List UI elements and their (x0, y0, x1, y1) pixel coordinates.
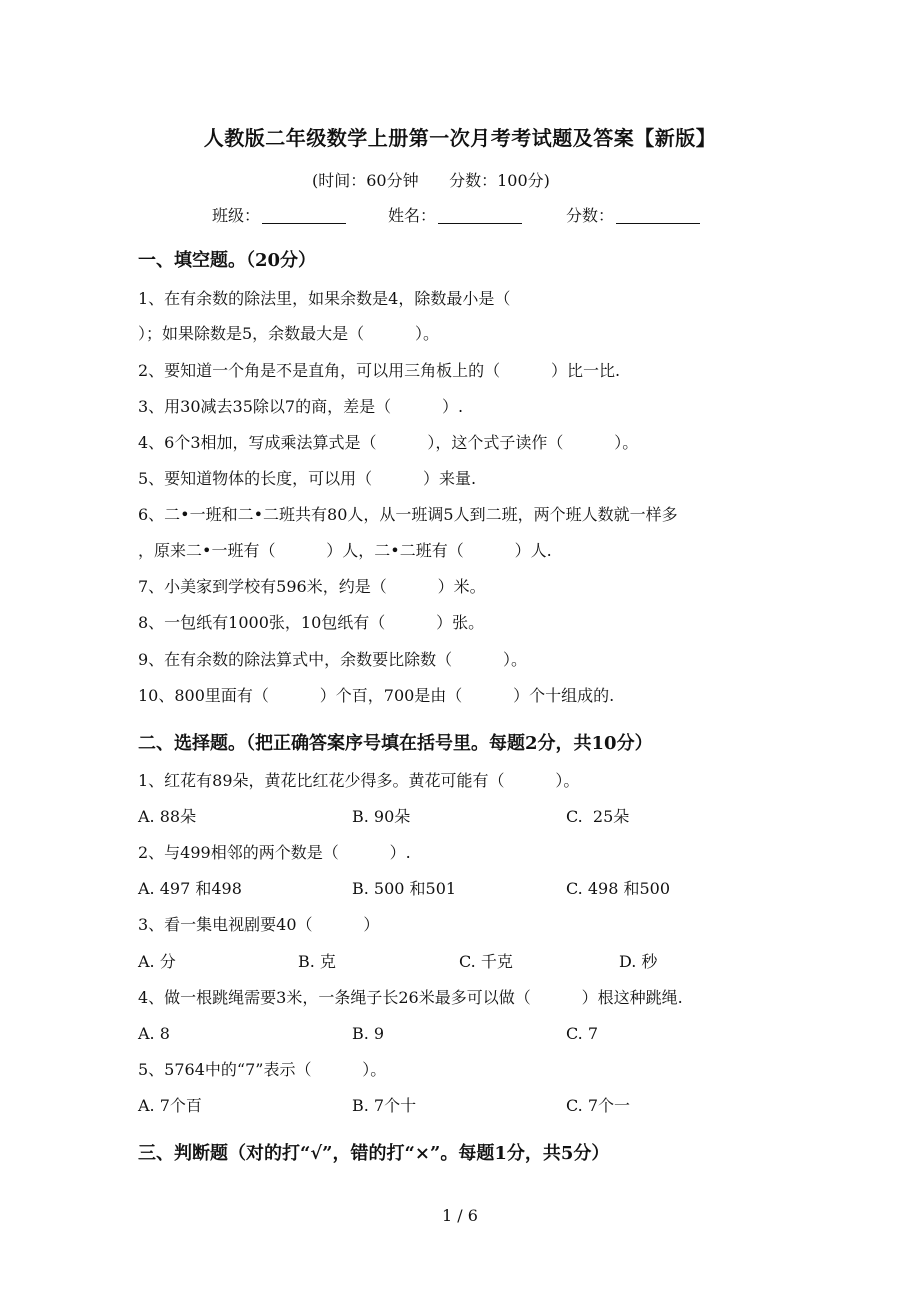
score-field (566, 203, 700, 226)
choice-option: B. 90朵 (352, 807, 411, 826)
choice-option: C. 498 和500 (566, 879, 671, 898)
choice-option: A. 497 和498 (138, 879, 242, 898)
time-score-info: (时间：60分钟 分数：100分) (312, 171, 550, 190)
score-label: 分数： (566, 206, 615, 225)
choice-option: A. 分 (138, 952, 176, 971)
choice-question: 4、做一根跳绳需要3米，一条绳子长26米最多可以做（ ）根这种跳绳. (138, 988, 683, 1007)
class-field (212, 203, 346, 226)
fill-question: 6、二•一班和二•二班共有80人，从一班调5人到二班，两个班人数就一样多 (138, 505, 678, 524)
choice-option: C. 25朵 (566, 807, 630, 826)
choice-option: B. 7个十 (352, 1096, 417, 1115)
choice-option: A. 8 (138, 1024, 170, 1043)
fill-question: 5、要知道物体的长度，可以用（ ）来量. (138, 469, 477, 488)
class-label: 班级： (212, 206, 261, 225)
choice-option: C. 7个一 (566, 1096, 631, 1115)
section2-heading: 二、选择题。（把正确答案序号填在括号里。每题2分，共10分） (138, 733, 653, 754)
name-blank[interactable] (438, 207, 522, 224)
choice-question: 2、与499相邻的两个数是（ ）. (138, 843, 411, 862)
fill-question: 3、用30减去35除以7的商，差是（ ）. (138, 397, 464, 416)
choice-option: B. 500 和501 (352, 879, 457, 898)
class-blank[interactable] (262, 207, 346, 224)
score-blank[interactable] (616, 207, 700, 224)
choice-question: 1、红花有89朵，黄花比红花少得多。黄花可能有（ ）。 (138, 771, 580, 790)
section3-heading: 三、判断题（对的打“√”，错的打“×”。每题1分，共5分） (138, 1143, 610, 1164)
choice-option: A. 88朵 (138, 807, 197, 826)
exam-title: 人教版二年级数学上册第一次月考考试题及答案【新版】 (203, 126, 717, 150)
fill-question: 10、800里面有（ ）个百，700是由（ ）个十组成的. (138, 686, 615, 705)
fill-question: ）；如果除数是5，余数最大是（ ）。 (138, 324, 440, 343)
fill-question: 1、在有余数的除法里，如果余数是4，除数最小是（ (138, 289, 511, 308)
fill-question: 7、小美家到学校有596米，约是（ ）米。 (138, 577, 486, 596)
fill-question: 2、要知道一个角是不是直角，可以用三角板上的（ ）比一比. (138, 361, 621, 380)
choice-question: 5、5764中的“7”表示（ ）。 (138, 1060, 387, 1079)
choice-option: C. 7 (566, 1024, 599, 1043)
choice-question: 3、看一集电视剧要40（ ） (138, 915, 380, 934)
choice-option: A. 7个百 (138, 1096, 202, 1115)
section1-heading: 一、填空题。（20分） (138, 250, 317, 271)
name-field (388, 203, 522, 226)
page-number: 1 / 6 (442, 1206, 478, 1225)
fill-question: 8、一包纸有1000张，10包纸有（ ）张。 (138, 613, 485, 632)
fill-question: 9、在有余数的除法算式中，余数要比除数（ ）。 (138, 650, 528, 669)
choice-option: B. 9 (352, 1024, 385, 1043)
choice-option: D. 秒 (619, 952, 658, 971)
choice-option: B. 克 (298, 952, 336, 971)
name-label: 姓名： (388, 206, 437, 225)
choice-option: C. 千克 (459, 952, 513, 971)
fill-question: ，原来二•一班有（ ）人，二•二班有（ ）人. (138, 541, 552, 560)
fill-question: 4、6个3相加，写成乘法算式是（ ），这个式子读作（ ）。 (138, 433, 639, 452)
